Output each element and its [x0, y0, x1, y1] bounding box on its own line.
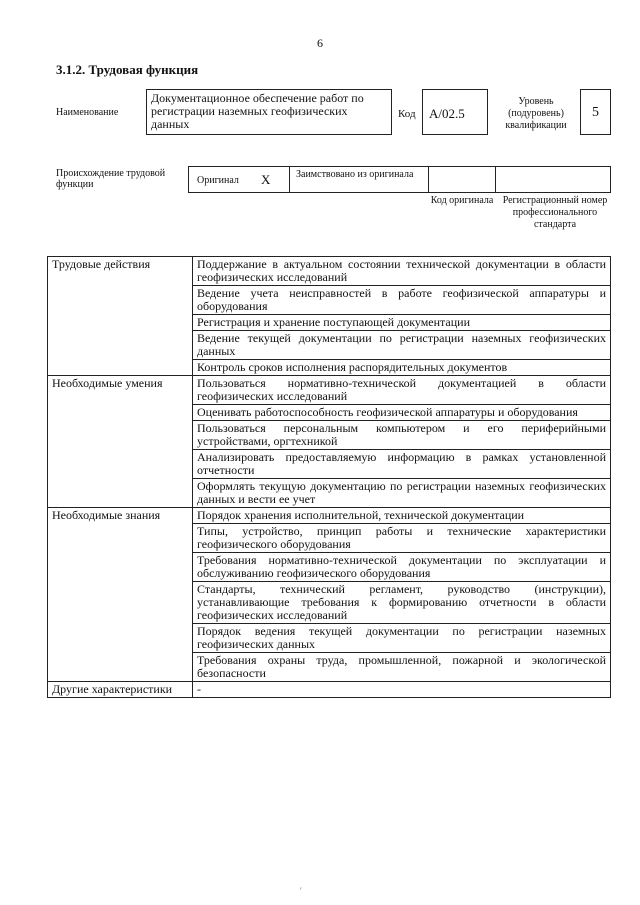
origin-borrowed-cell: Заимствовано из оригинала — [289, 166, 429, 193]
section-item: Пользоваться нормативно-технической документацией в области геофизических исследований — [193, 376, 611, 405]
section-item: Оценивать работоспособность геофизической аппаратуры и оборудования — [193, 405, 611, 421]
origin-original-cell — [188, 166, 290, 193]
section-item: Порядок ведения текущей документации по регистрации наземных геофизических данных — [193, 624, 611, 653]
origin-label: Происхождение трудовой функции — [56, 168, 166, 190]
function-code-field: А/02.5 — [422, 89, 488, 135]
section-item: Типы, устройство, принцип работы и технические характеристики геофизического оборудования — [193, 524, 611, 553]
section-category: Трудовые действия — [48, 257, 193, 376]
reg-number-label: Регистрационный номер профессионального стандарта — [502, 195, 608, 230]
section-item: Оформлять текущую документацию по регистрации наземных геофизических данных и вести ее учет — [193, 479, 611, 508]
section-item: Ведение учета неисправностей в работе геофизической аппаратуры и оборудования — [193, 286, 611, 315]
section-category: Другие характеристики — [48, 682, 193, 698]
section-category: Необходимые умения — [48, 376, 193, 508]
section-item: Контроль сроков исполнения распорядительных документов — [193, 360, 611, 376]
section-category: Необходимые знания — [48, 508, 193, 682]
function-details-table — [47, 256, 611, 698]
section-item: - — [193, 682, 611, 698]
section-item: Требования охраны труда, промышленной, пожарной и экологической безопасности — [193, 653, 611, 682]
section-title: 3.1.2. Трудовая функция — [56, 62, 199, 77]
qualification-level-field: 5 — [580, 89, 611, 135]
code-label: Код — [398, 108, 416, 120]
code-original-label: Код оригинала — [430, 195, 494, 206]
section-item: Пользоваться персональным компьютером и его периферийными устройствами, оргтехникой — [193, 421, 611, 450]
section-item: Требования нормативно-технической документации по эксплуатации и обслуживанию геофизического оборудования — [193, 553, 611, 582]
origin-code-cell — [428, 166, 496, 193]
name-label: Наименование — [56, 107, 119, 118]
origin-reg-number-cell — [495, 166, 611, 193]
section-item: Стандарты, технический регламент, руководство (инструкции), устанавливающие требования к формированию отчетности в области геофизических исследований — [193, 582, 611, 624]
scan-mark: ' — [300, 886, 302, 896]
table-row — [48, 257, 611, 286]
table-row — [48, 508, 611, 524]
table-row — [48, 376, 611, 405]
qualification-level-label: Уровень (подуровень) квалификации — [505, 96, 567, 131]
original-label: Оригинал — [197, 175, 239, 186]
section-item: Анализировать предоставляемую информацию в рамках установленной отчетности — [193, 450, 611, 479]
section-item: Порядок хранения исполнительной, технической документации — [193, 508, 611, 524]
section-item: Ведение текущей документации по регистрации наземных геофизических данных — [193, 331, 611, 360]
table-row — [48, 682, 611, 698]
original-mark: Х — [261, 172, 271, 187]
function-name-field: Документационное обеспечение работ по регистрации наземных геофизических данных — [146, 89, 392, 135]
section-item: Поддержание в актуальном состоянии технической документации в области геофизических исследований — [193, 257, 611, 286]
section-item: Регистрация и хранение поступающей документации — [193, 315, 611, 331]
page-number: 6 — [317, 36, 323, 50]
